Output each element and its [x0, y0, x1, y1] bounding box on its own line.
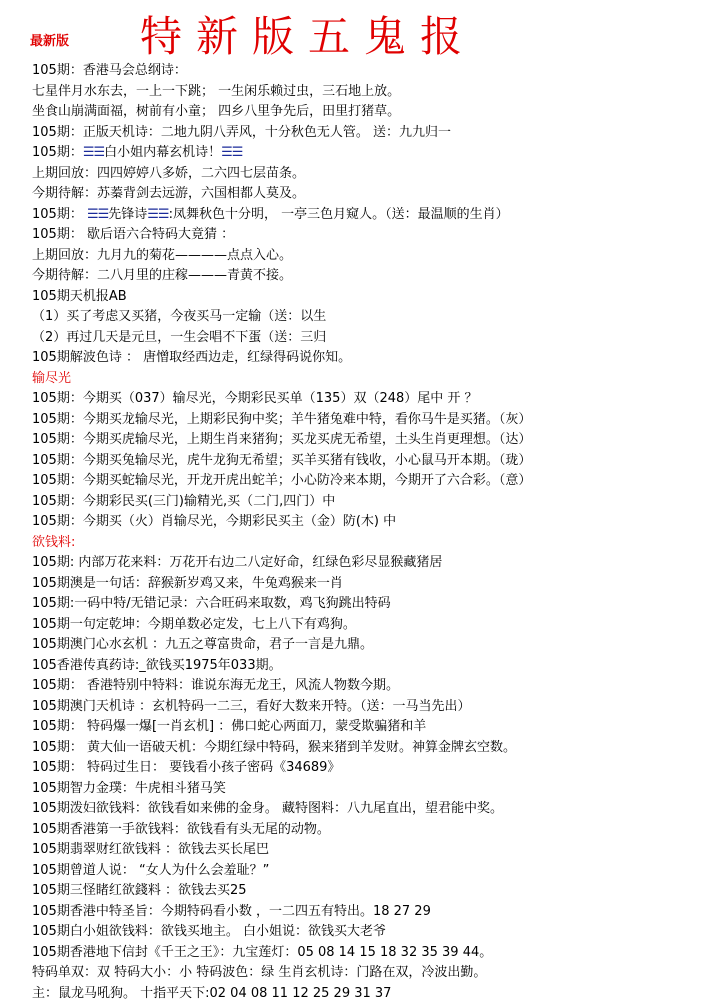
text-line: 105期: 内部万花来料：万花开右边二八定好命，红绿色彩尽显猴藏猪居: [32, 553, 702, 574]
article-body: [32, 61, 702, 1004]
text-line: 105期智力金璞：牛虎相斗猪马笑: [32, 779, 702, 800]
text-line: 今期待解：二八月里的庄稼———青黄不接。: [32, 266, 702, 287]
text-line: 105期： 黄大仙一语破天机：今期红绿中特码，猴来猪到羊发财。神算金牌玄空数。: [32, 738, 702, 759]
text-line: 105期：今期买龙输尽光，上期彩民狗中奖；羊牛猪兔难中特，看你马牛是买猪。（灰）: [32, 410, 702, 431]
text-line: 105香港传真药诗:_欲钱买1975年033期。: [32, 656, 702, 677]
section-heading-money-tips: 欲钱料:: [32, 533, 702, 554]
text-line: 105期白小姐欲钱料：欲钱买地主。 白小姐说：欲钱买大老爷: [32, 922, 702, 943]
text-line: 105期：今期买（火）肖输尽光，今期彩民买主（金）防(木) 中: [32, 512, 702, 533]
text-line: 上期回放：九月九的菊花————点点入心。: [32, 246, 702, 267]
text-line: 105期澳门天机诗 ：玄机特码一二三，看好大数来开特。（送：一马当先出）: [32, 697, 702, 718]
text-line: 105期澳门心水玄机 ：九五之尊富贵命，君子一言是九鼎。: [32, 635, 702, 656]
latest-version-badge: 最新版: [30, 30, 69, 49]
text-line: 105期泼妇欲钱料：欲钱看如来佛的金身。 藏特图料：八九尾直出，望君能中奖。: [32, 799, 702, 820]
text-line: 105期:一码中特/无错记录：六合旺码来取数，鸡飞狗跳出特码: [32, 594, 702, 615]
text-line: 105期：今期买虎输尽光，上期生肖来猪狗；买龙买虎无希望，土头生肖更理想。（达）: [32, 430, 702, 451]
text-line: 105期三怪睹红欲錢料 ：欲钱去买25: [32, 881, 702, 902]
text-line: 105期：正版天机诗：二地九阴八弄风，十分秋色无人管。 送：九九归一: [32, 123, 702, 144]
double-bar-icon: ☰☰: [221, 145, 242, 160]
text-line: 105期： 歇后语六合特码大竟猜 ：: [32, 225, 702, 246]
text-line: 105期：今期买蛇输尽光，开龙开虎出蛇羊；小心防冷来本期，今期开了六合彩。（意）: [32, 471, 702, 492]
text-line: 105期解波色诗 ： 唐憎取经西边走，红绿得码说你知。: [32, 348, 702, 369]
text-line: 105期：今期买兔输尽光，虎牛龙狗无希望；买羊买猪有钱收，小心鼠马开本期。（珑）: [32, 451, 702, 472]
text-line: 105期：☰☰白小姐内幕玄机诗！☰☰: [32, 143, 702, 164]
text-line: 今期待解：苏蓁背剑去远游，六国相都人莫及。: [32, 184, 702, 205]
text-line: 105期：今期买（037）输尽光，今期彩民买单（135）双（248）尾中 开 ？: [32, 389, 702, 410]
page-header: [0, 0, 706, 60]
text-line: 105期香港中特圣旨：今期特码看小数 ，一二四五有特出。18 27 29: [32, 902, 702, 923]
text-line: 105期天机报AB: [32, 287, 702, 308]
text-line: 主：鼠龙马吼狗。 十指平天下:02 04 08 11 12 25 29 31 37: [32, 984, 702, 1004]
text-line: （2）再过几天是元旦，一生会唱不下蛋（送：三归: [32, 328, 702, 349]
double-bar-icon: ☰☰: [83, 145, 104, 160]
text-line: 105期翡翠财红欲钱料 ：欲钱去买长尾巴: [32, 840, 702, 861]
text-line: 105期香港第一手欲钱料：欲钱看有头无尾的动物。: [32, 820, 702, 841]
text-line: 105期：今期彩民买(三门)输精光,买（二门,四门）中: [32, 492, 702, 513]
text-line: 105期： 香港特别中特料：谁说东海无龙王，风流人物数今期。: [32, 676, 702, 697]
text-line: 坐食山崩满面福，树前有小童； 四乡八里争先后，田里打猪草。: [32, 102, 702, 123]
text-line: 105期曾道人说： “女人为什么会羞耻？”: [32, 861, 702, 882]
double-bar-icon: ☰☰: [87, 207, 108, 222]
text-line: 105期： ☰☰先锋诗☰☰:凤舞秋色十分明， 一亭三色月窥人。（送：最温顺的生肖）: [32, 205, 702, 226]
text-line: 105期澳是一句话：辞猴新岁鸡又来，牛兔鸡猴来一肖: [32, 574, 702, 595]
double-bar-icon: ☰☰: [147, 207, 168, 222]
text-line: 105期： 特码爆一爆[一肖玄机] ：佛口蛇心两面刀，蒙受欺骗猪和羊: [32, 717, 702, 738]
text-line: 特码单双：双 特码大小：小 特码波色：绿 生肖玄机诗：门路在双，冷波出勤。: [32, 963, 702, 984]
text-line: 上期回放：四四婷婷八多娇，二六四七层苗条。: [32, 164, 702, 185]
text-line: 105期香港地下信封《千王之王》：九宝莲灯：05 08 14 15 18 32 35 39 44。: [32, 943, 702, 964]
page-title: 特新版五鬼报: [140, 4, 476, 64]
text-line: 105期： 特码过生日： 要钱看小孩子密码《34689》: [32, 758, 702, 779]
text-line: 七星伴月水东去，一上一下跳； 一生闲乐赖过虫，三石地上放。: [32, 82, 702, 103]
text-line: （1）买了考虑又买猪，今夜买马一定输（送：以生: [32, 307, 702, 328]
text-line: 105期：香港马会总纲诗：: [32, 61, 702, 82]
section-heading-lose-all: 输尽光: [32, 369, 702, 390]
text-line: 105期一句定乾坤：今期单数必定发，七上八下有鸡狗。: [32, 615, 702, 636]
